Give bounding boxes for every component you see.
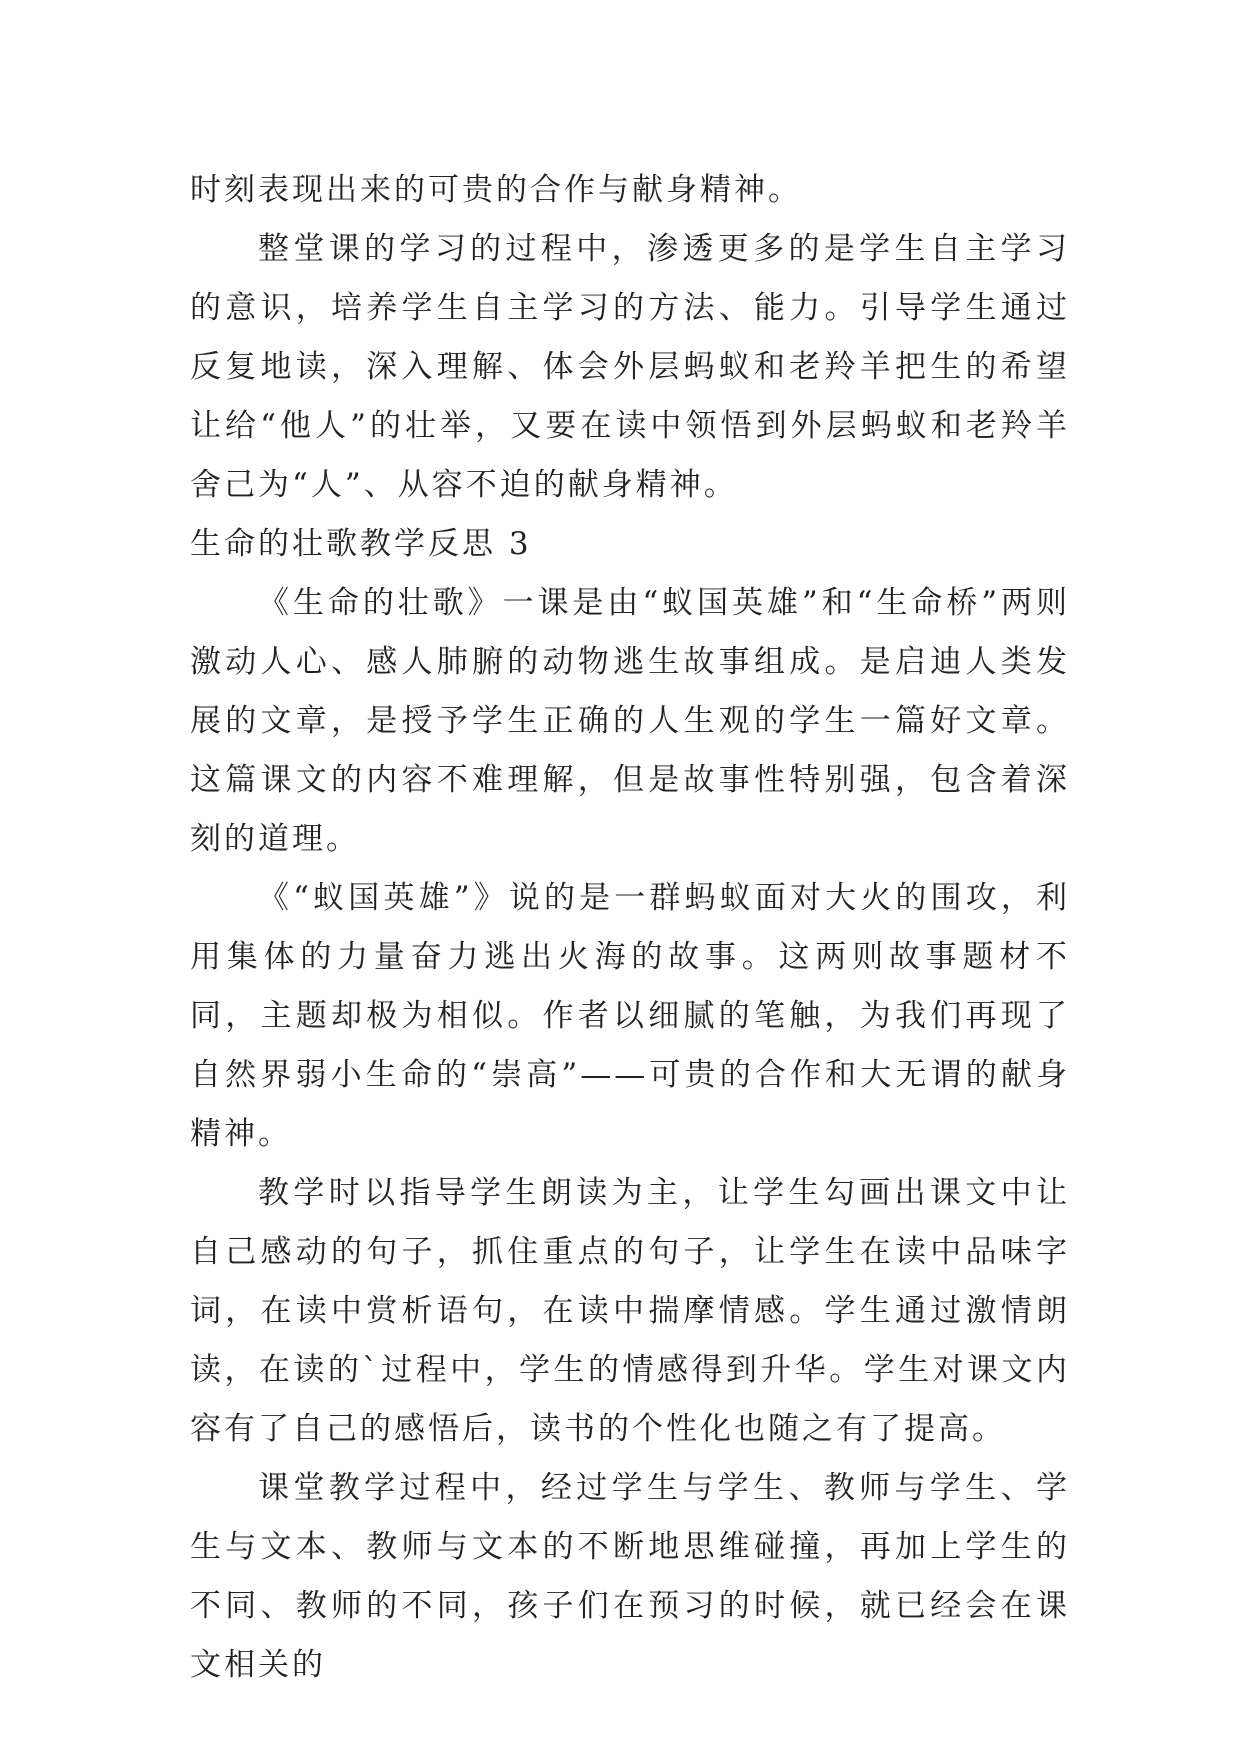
document-body [190,161,1070,1695]
section-heading: 生命的壮歌教学反思 3 [190,526,532,562]
paragraph-continuation: 时刻表现出来的可贵的合作与献身精神。 [190,172,802,208]
paragraph-self-study: 整堂课的学习的过程中，渗透更多的是学生自主学习的意识，培养学生自主学习的方法、能力。引导学生通过反复地读，深入理解、体会外层蚂蚁和老羚羊把生的希望让给“他人”的壮举，又要在读中领悟到外层蚂蚁和老羚羊舍己为“人”、从容不迫的献身精神。 [190,231,1070,503]
paragraph-ant-heroes: 《“蚁国英雄”》说的是一群蚂蚁面对大火的围攻，利用集体的力量奋力逃出火海的故事。这两则故事题材不同，主题却极为相似。作者以细腻的笔触，为我们再现了自然界弱小生命的“崇高”——可贵的合作和大无谓的献身精神。 [190,880,1070,1152]
paragraph-reading-guidance: 教学时以指导学生朗读为主，让学生勾画出课文中让自己感动的句子，抓住重点的句子，让学生在读中品味字词，在读中赏析语句，在读中揣摩情感。学生通过激情朗读，在读的`过程中，学生的情感得到升华。学生对课文内容有了自己的感悟后，读书的个性化也随之有了提高。 [190,1175,1070,1447]
paragraph-classroom-process: 课堂教学过程中，经过学生与学生、教师与学生、学生与文本、教师与文本的不断地思维碰撞，再加上学生的不同、教师的不同，孩子们在预习的时候，就已经会在课文相关的 [190,1470,1070,1683]
paragraph-intro: 《生命的壮歌》一课是由“蚁国英雄”和“生命桥”两则激动人心、感人肺腑的动物逃生故事组成。是启迪人类发展的文章，是授予学生正确的人生观的学生一篇好文章。这篇课文的内容不难理解，但是故事性特别强，包含着深刻的道理。 [190,585,1070,857]
